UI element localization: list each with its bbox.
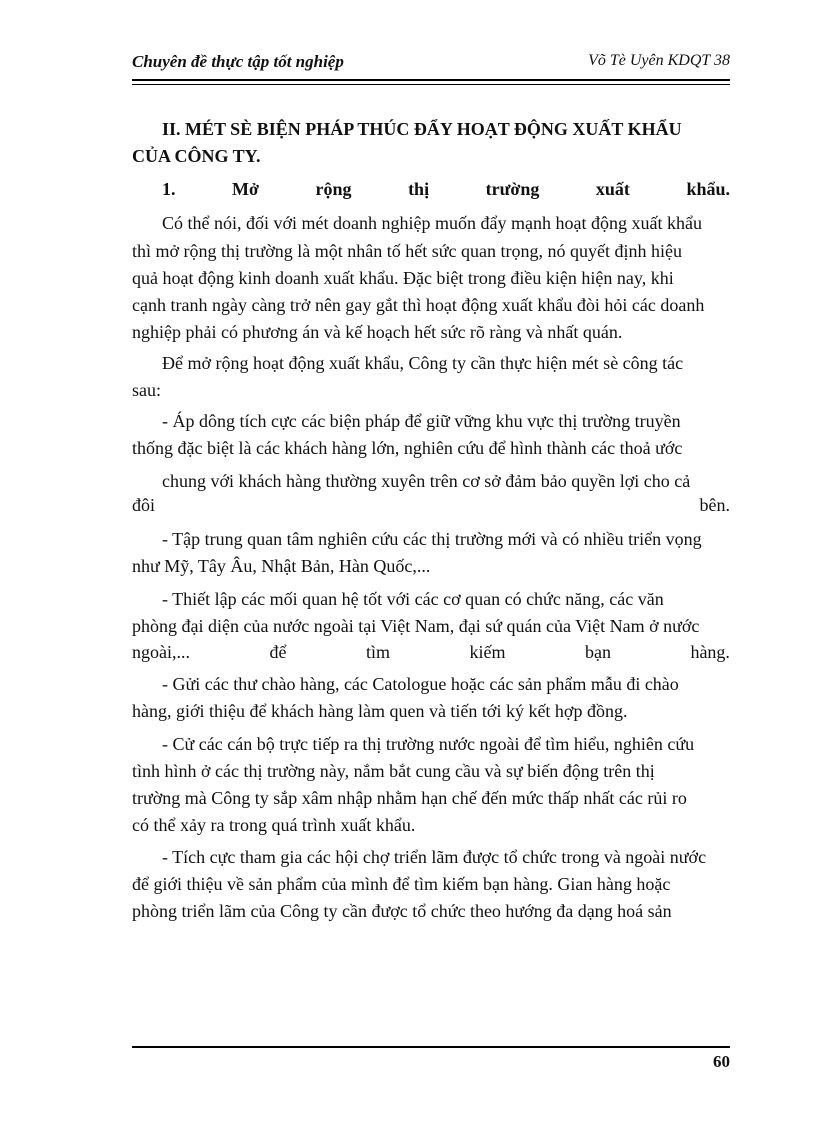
paragraph-word: kiếm [469, 642, 506, 662]
paragraph-line: - Cử các cán bộ trực tiếp ra thị trường nước ngoài để tìm hiểu, nghiên cứu [162, 734, 695, 754]
paragraph-line: nghiệp phải có phương án và kế hoạch hết sức rõ ràng và nhất quán. [132, 322, 623, 342]
paragraph-line: - Tập trung quan tâm nghiên cứu các thị trường mới và có nhiều triển vọng [162, 529, 702, 549]
section-heading-line-2: CỦA CÔNG TY. [132, 146, 261, 166]
paragraph-line: quả hoạt động kinh doanh xuất khẩu. Đặc biệt trong điều kiện hiện nay, khi [132, 268, 674, 288]
paragraph-word: hàng. [690, 642, 730, 662]
paragraph-line: như Mỹ, Tây Âu, Nhật Bản, Hàn Quốc,... [132, 556, 431, 576]
paragraph-word: đôi [132, 495, 156, 515]
paragraph-line: để giới thiệu về sản phẩm của mình để tìm kiếm bạn hàng. Gian hàng hoặc [132, 874, 671, 894]
paragraph-line [132, 494, 730, 516]
header-rule-thick [132, 79, 730, 81]
subheading-word: rộng [315, 179, 352, 199]
subheading-word: xuất [595, 179, 630, 199]
paragraph-line: - Thiết lập các mối quan hệ tốt với các cơ quan có chức năng, các văn [162, 589, 664, 609]
subheading-word: Mở [232, 179, 259, 199]
subheading-word: khẩu. [686, 179, 730, 199]
paragraph-line: - Gửi các thư chào hàng, các Catologue hoặc các sản phẩm mẫu đi chào [162, 674, 679, 694]
paragraph-word: để [269, 642, 287, 662]
paragraph-line: thống đặc biệt là các khách hàng lớn, nghiên cứu để hình thành các thoả ước [132, 438, 683, 458]
paragraph-line: chung với khách hàng thường xuyên trên cơ sở đảm bảo quyền lợi cho cả [162, 471, 691, 491]
paragraph-line: cạnh tranh ngày càng trở nên gay gắt thì hoạt động xuất khẩu đòi hỏi các doanh [132, 295, 705, 315]
paragraph-line: - Áp dông tích cực các biện pháp để giữ vững khu vực thị trường truyền [162, 411, 681, 431]
paragraph-line: trường mà Công ty sắp xâm nhập nhằm hạn chế đến mức thấp nhất các rủi ro [132, 788, 687, 808]
paragraph-word: bạn [584, 642, 611, 662]
paragraph-line: tình hình ở các thị trường này, nắm bắt cung cầu và sự biến động trên thị [132, 761, 655, 781]
paragraph-line: - Tích cực tham gia các hội chợ triển lãm được tổ chức trong và ngoài nước [162, 847, 707, 867]
paragraph-line: phòng triển lãm của Công ty cần được tổ chức theo hướng đa dạng hoá sản [132, 901, 672, 921]
paragraph-word: ngoài,... [132, 642, 190, 662]
subheading [162, 178, 730, 200]
paragraph-line: phòng đại diện của nước ngoài tại Việt Nam, đại sứ quán của Việt Nam ở nước [132, 616, 700, 636]
footer-rule [132, 1046, 730, 1048]
page-number: 60 [713, 1052, 730, 1071]
paragraph-line [132, 641, 730, 663]
running-header [132, 50, 730, 76]
section-heading-line-1: II. MÉT SÈ BIỆN PHÁP THÚC ĐẨY HOẠT ĐỘNG XUẤT KHẨU [162, 119, 682, 139]
paragraph-line: có thể xảy ra trong quá trình xuất khẩu. [132, 815, 416, 835]
paragraph-line: Để mở rộng hoạt động xuất khẩu, Công ty cần thực hiện mét sè công tác [162, 353, 684, 373]
subheading-word: thị [408, 179, 430, 199]
paragraph-line: sau: [132, 380, 161, 400]
subheading-word: trường [485, 179, 540, 199]
paragraph-line: Có thể nói, đối với mét doanh nghiệp muốn đẩy mạnh hoạt động xuất khẩu [162, 213, 702, 233]
paragraph-word: tìm [365, 642, 390, 662]
paragraph-line: thì mở rộng thị trường là một nhân tố hết sức quan trọng, nó quyết định hiệu [132, 241, 682, 261]
header-author: Võ Tè Uyên KDQT 38 [588, 52, 730, 69]
header-title: Chuyên đề thực tập tốt nghiệp [132, 52, 344, 71]
paragraph-line: hàng, giới thiệu để khách hàng làm quen và tiến tới ký kết hợp đồng. [132, 701, 628, 721]
subheading-number: 1. [162, 179, 176, 199]
paragraph-word: bên. [699, 495, 730, 515]
header-rule-thin [132, 84, 730, 85]
